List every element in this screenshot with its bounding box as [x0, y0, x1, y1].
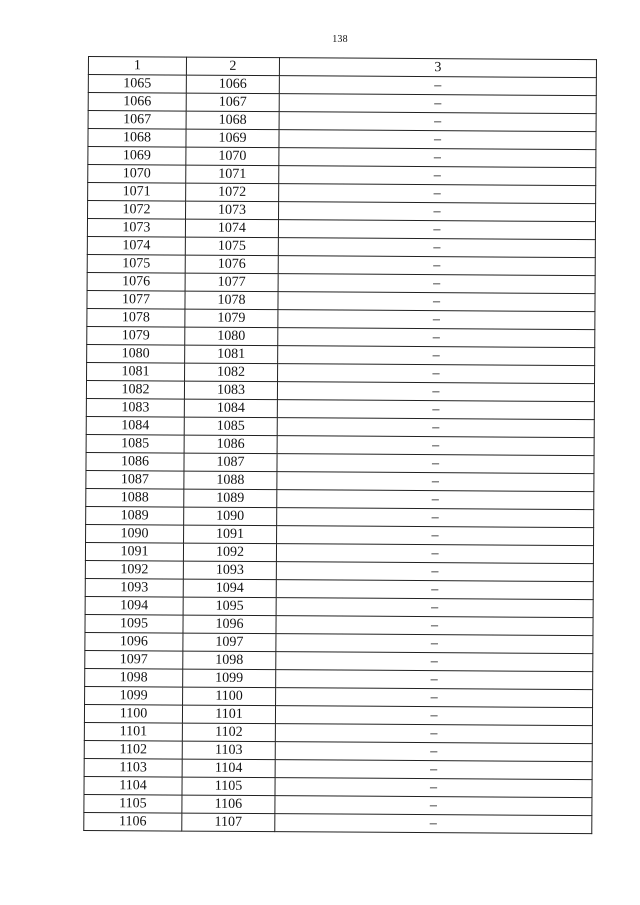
dash-mark: –: [430, 726, 438, 742]
table-cell-col-3: [279, 148, 596, 168]
table-cell-col-1: 1067: [88, 111, 186, 130]
table-cell-col-3: [277, 418, 594, 438]
dash-mark: –: [432, 420, 440, 436]
page-number: 138: [332, 34, 348, 45]
table-cell-col-3: [276, 670, 593, 690]
table-cell-col-3: [278, 292, 595, 312]
table-cell-col-2: 1073: [186, 201, 279, 220]
table-cell-col-1: 1065: [88, 75, 186, 94]
table-cell-col-2: 1100: [183, 687, 276, 706]
dash-mark: –: [430, 672, 438, 688]
table-cell-col-2: 1072: [186, 183, 279, 202]
table-cell-col-1: 1066: [88, 93, 186, 112]
dash-mark: –: [430, 636, 438, 652]
column-header-3: 3: [279, 58, 596, 78]
dash-mark: –: [430, 690, 438, 706]
table-cell-col-1: 1078: [87, 308, 185, 327]
table-cell-col-1: 1072: [88, 201, 186, 220]
dash-mark: –: [433, 132, 442, 148]
dash-mark: –: [433, 276, 441, 292]
table-cell-col-1: 1070: [88, 165, 186, 184]
table-cell-col-3: [276, 562, 593, 582]
table-cell-col-1: 1094: [85, 596, 183, 615]
dash-mark: –: [432, 384, 440, 400]
dash-mark: –: [430, 618, 439, 634]
table-cell-col-2: 1096: [183, 615, 276, 634]
table-cell-col-2: 1071: [186, 165, 279, 184]
table-cell-col-1: 1086: [86, 452, 184, 471]
table-cell-col-2: 1070: [186, 147, 279, 166]
dash-mark: –: [430, 654, 438, 670]
dash-mark: –: [431, 582, 439, 598]
table-cell-col-2: 1105: [182, 777, 275, 796]
table-cell-col-3: [275, 724, 592, 744]
table-body: [84, 75, 597, 834]
dash-mark: –: [434, 114, 442, 130]
dash-mark: –: [434, 96, 442, 112]
table-cell-col-3: [275, 760, 592, 780]
table-cell-col-3: [279, 202, 596, 222]
table-cell-col-3: [275, 778, 592, 798]
table-cell-col-1: 1084: [86, 416, 184, 435]
table-cell-col-2: 1101: [182, 705, 275, 724]
table-cell-col-2: 1082: [185, 363, 278, 382]
table-cell-col-3: [277, 382, 594, 402]
table-cell-col-3: [279, 166, 596, 186]
table-cell-col-1: 1088: [86, 488, 184, 507]
table-cell-col-1: 1106: [84, 812, 182, 831]
table-cell-col-1: 1089: [86, 506, 184, 525]
table-cell-col-2: 1068: [186, 111, 279, 130]
table-cell-col-2: 1102: [182, 723, 275, 742]
table-cell-col-2: 1106: [182, 795, 275, 814]
dash-mark: –: [432, 330, 440, 346]
table-cell-col-2: 1104: [182, 759, 275, 778]
table-cell-col-3: [278, 256, 595, 276]
table-cell-col-3: [276, 544, 593, 564]
dash-mark: –: [433, 168, 441, 184]
table-cell-col-2: 1079: [185, 309, 278, 328]
dash-mark: –: [430, 762, 438, 778]
dash-mark: –: [431, 546, 439, 562]
table-cell-col-3: [278, 310, 595, 330]
table-cell-col-1: 1079: [87, 326, 185, 345]
table-cell-col-3: [279, 112, 596, 132]
dash-mark: –: [431, 528, 439, 544]
dash-mark: –: [432, 294, 441, 310]
table-cell-col-1: 1099: [85, 686, 183, 705]
table-cell-col-1: 1069: [88, 147, 186, 166]
table-cell-col-1: 1093: [85, 578, 183, 597]
table-cell-col-2: 1099: [183, 669, 276, 688]
table-cell-col-1: 1080: [87, 344, 185, 363]
column-header-2: 2: [186, 57, 279, 76]
dash-mark: –: [432, 348, 440, 364]
table-cell-col-2: 1093: [183, 561, 276, 580]
table-cell-col-1: 1090: [86, 524, 184, 543]
table-cell-col-3: [279, 76, 596, 96]
table-cell-col-3: [278, 274, 595, 294]
table-cell-col-2: 1081: [185, 345, 278, 364]
table-cell-col-2: 1103: [182, 741, 275, 760]
table-cell-col-1: 1076: [87, 272, 185, 291]
table-cell-col-2: 1066: [186, 75, 279, 94]
dash-mark: –: [434, 78, 442, 94]
dash-mark: –: [433, 204, 441, 220]
table-cell-col-1: 1104: [84, 776, 182, 795]
dash-mark: –: [432, 366, 440, 382]
table-cell-col-3: [278, 220, 595, 240]
table-cell-col-3: [278, 346, 595, 366]
table-cell-col-1: 1102: [84, 740, 182, 759]
table-cell-col-1: 1105: [84, 794, 182, 813]
table-cell-col-2: 1090: [184, 507, 277, 526]
table-cell-col-3: [276, 652, 593, 672]
table-cell-col-3: [277, 490, 594, 510]
dash-mark: –: [433, 150, 441, 166]
dash-mark: –: [433, 240, 441, 256]
table-cell-col-3: [277, 436, 594, 456]
table-cell-col-3: [279, 94, 596, 114]
table-cell-col-1: 1103: [84, 758, 182, 777]
table-cell-col-1: 1097: [85, 650, 183, 669]
table-cell-col-2: 1074: [185, 219, 278, 238]
table-cell-col-2: 1089: [184, 489, 277, 508]
table-cell-col-1: 1101: [84, 722, 182, 741]
column-header-1: 1: [88, 57, 186, 76]
table-cell-col-3: [276, 688, 593, 708]
dash-mark: –: [433, 222, 441, 238]
table-cell-col-2: 1086: [184, 435, 277, 454]
table-cell-col-3: [277, 472, 594, 492]
dash-mark: –: [429, 798, 437, 814]
dash-mark: –: [431, 510, 439, 526]
dash-mark: –: [430, 708, 438, 724]
table-cell-col-2: 1075: [185, 237, 278, 256]
table-cell-col-3: [275, 796, 592, 816]
table-cell-col-1: 1077: [87, 290, 185, 309]
table-cell-col-3: [276, 598, 593, 618]
table-cell-col-1: 1095: [85, 614, 183, 633]
table-cell-col-2: 1085: [184, 417, 277, 436]
table-cell-col-3: [277, 526, 594, 546]
table-cell-col-3: [277, 400, 594, 420]
table-cell-col-1: 1092: [85, 560, 183, 579]
table-cell-col-2: 1080: [185, 327, 278, 346]
table-cell-col-3: [278, 238, 595, 258]
table-cell-col-3: [277, 454, 594, 474]
data-table-container: [83, 56, 597, 834]
table-cell-col-2: 1077: [185, 273, 278, 292]
table-cell-col-2: 1088: [184, 471, 277, 490]
table-cell-col-1: 1071: [88, 183, 186, 202]
table-cell-col-2: 1084: [184, 399, 277, 418]
dash-mark: –: [431, 564, 439, 580]
table-cell-col-1: 1085: [86, 434, 184, 453]
table-cell-col-1: 1081: [87, 362, 185, 381]
table-cell-col-3: [276, 616, 593, 636]
table-cell-col-2: 1091: [184, 525, 277, 544]
table-cell-col-3: [275, 814, 592, 834]
dash-mark: –: [433, 186, 441, 202]
table-cell-col-1: 1075: [87, 254, 185, 273]
table-cell-col-1: 1073: [87, 219, 185, 238]
table-cell-col-1: 1098: [85, 668, 183, 687]
dash-mark: –: [431, 492, 439, 508]
table-cell-col-2: 1069: [186, 129, 279, 148]
table-cell-col-1: 1100: [84, 704, 182, 723]
table-cell-col-3: [276, 580, 593, 600]
table-cell-col-2: 1097: [183, 633, 276, 652]
table-cell-col-2: 1076: [185, 255, 278, 274]
table-cell-col-2: 1107: [182, 813, 275, 832]
table-cell-col-1: 1091: [85, 542, 183, 561]
table-cell-col-2: 1083: [184, 381, 277, 400]
dash-mark: –: [433, 258, 441, 274]
data-table: [83, 56, 597, 834]
table-cell-col-3: [275, 742, 592, 762]
table-cell-col-1: 1074: [87, 236, 185, 255]
table-cell-col-2: 1095: [183, 597, 276, 616]
table-cell-col-1: 1068: [88, 129, 186, 148]
table-cell-col-3: [279, 130, 596, 150]
table-cell-col-3: [278, 328, 595, 348]
table-cell-col-3: [275, 706, 592, 726]
table-cell-col-2: 1098: [183, 651, 276, 670]
table-row: [84, 812, 592, 833]
dash-mark: –: [431, 456, 440, 472]
table-cell-col-3: [277, 508, 594, 528]
table-cell-col-1: 1096: [85, 632, 183, 651]
table-cell-col-2: 1087: [184, 453, 277, 472]
dash-mark: –: [431, 600, 439, 616]
dash-mark: –: [429, 816, 437, 832]
dash-mark: –: [432, 312, 440, 328]
table-cell-col-1: 1082: [86, 380, 184, 399]
table-cell-col-3: [276, 634, 593, 654]
table-cell-col-1: 1087: [86, 470, 184, 489]
dash-mark: –: [429, 780, 438, 796]
table-cell-col-2: 1094: [183, 579, 276, 598]
dash-mark: –: [432, 402, 440, 418]
table-cell-col-3: [278, 364, 595, 384]
dash-mark: –: [430, 744, 438, 760]
table-cell-col-2: 1078: [185, 291, 278, 310]
table-cell-col-2: 1092: [183, 543, 276, 562]
table-cell-col-1: 1083: [86, 398, 184, 417]
dash-mark: –: [432, 438, 440, 454]
table-cell-col-2: 1067: [186, 93, 279, 112]
dash-mark: –: [431, 474, 439, 490]
table-cell-col-3: [279, 184, 596, 204]
